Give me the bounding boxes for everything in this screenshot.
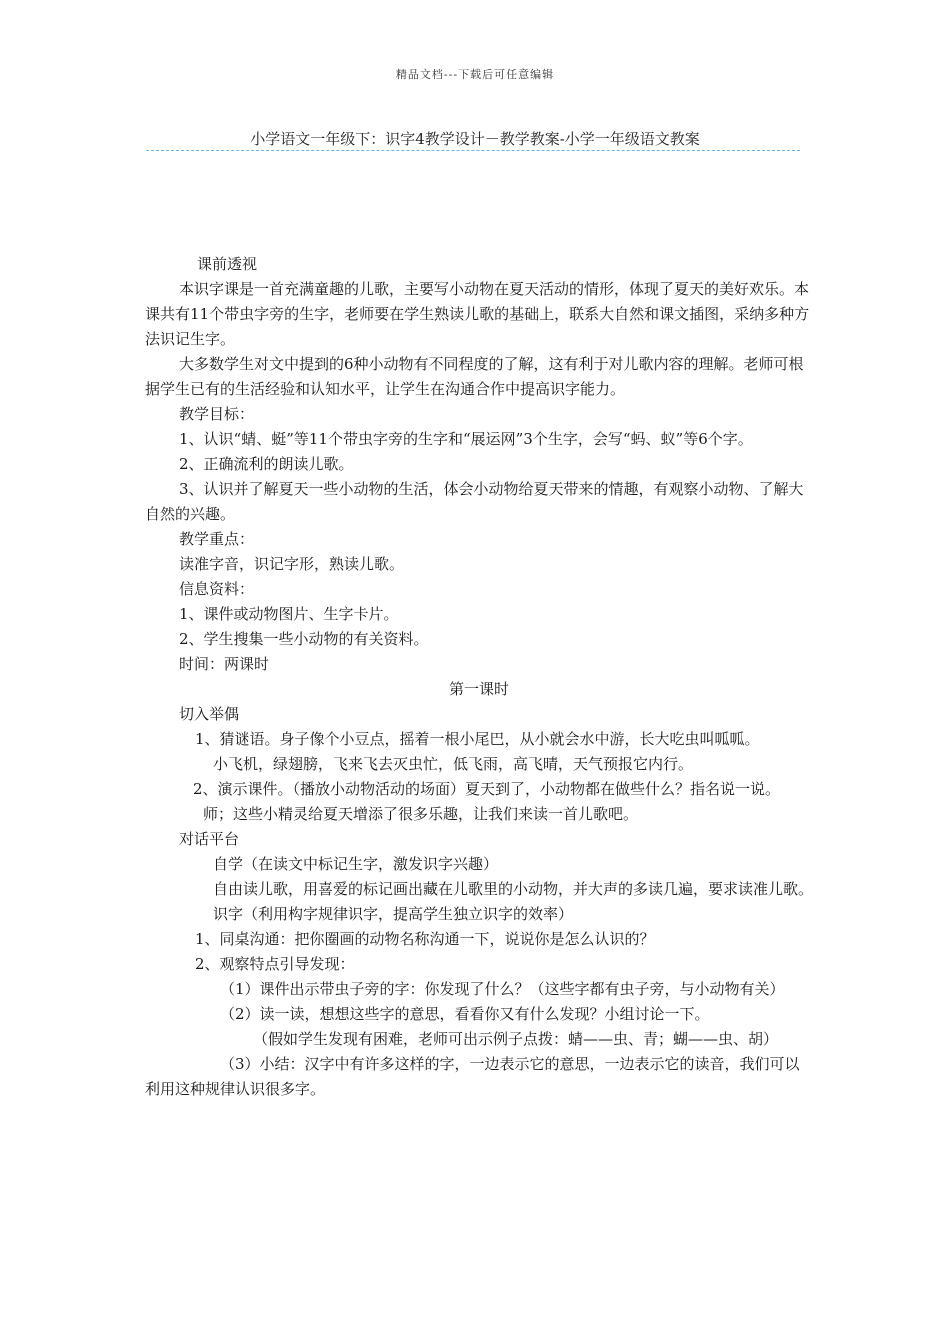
self-study: 自学（在读文中标记生字，激发识字兴趣） <box>213 855 499 873</box>
heading-key-points: 教学重点： <box>179 530 255 548</box>
teacher-remark: 师；这些小精灵给夏天增添了很多乐趣，让我们来读一首儿歌吧。 <box>203 805 639 823</box>
self-study-detail: 自由读儿歌，用喜爱的标记画出藏在儿歌里的小动物，并大声的多读几遍，要求读准儿歌。 <box>213 880 814 898</box>
objective-3: 3、认识并了解夏天一些小动物的生活，体会小动物给夏天带来的情趣，有观察小动物、了解大自然的兴趣。 <box>145 480 804 523</box>
heading-dialogue: 对话平台 <box>179 830 240 848</box>
heading-objectives: 教学目标： <box>179 405 255 423</box>
observation-summary: （3）小结：汉字中有许多这样的字，一边表示它的意思，一边表示它的读音，我们可以利用这种规律认识很多字。 <box>145 1055 800 1098</box>
section-heading-preview: 课前透视 <box>197 255 258 273</box>
riddle-1: 1、猜谜语。身子像个小豆点，摇着一根小尾巴，从小就会水中游，长大吃虫叫呱呱。 <box>195 730 760 748</box>
page-header: 精品文档---下载后可任意编辑 <box>395 68 555 81</box>
paragraph-students: 大多数学生对文中提到的6种小动物有不同程度的了解，这有利于对儿歌内容的理解。老师可根据学生已有的生活经验和认知水平，让学生在沟通合作中提高识字能力。 <box>145 355 804 398</box>
objective-1: 1、认识“蜻、蜓”等11个带虫字旁的生字和“展运网”3个生字，会写“蚂、蚁”等6个字。 <box>179 430 753 448</box>
observation-1: （1）课件出示带虫子旁的字：你发现了什么？（这些字都有虫子旁，与小动物有关） <box>220 980 785 998</box>
objective-2: 2、正确流利的朗读儿歌。 <box>179 455 354 473</box>
lesson-heading: 第一课时 <box>448 680 509 698</box>
observation-2: （2）读一读，想想这些字的意思，看看你又有什么发现？小组讨论一下。 <box>220 1005 710 1023</box>
riddle-2: 小飞机，绿翅膀，飞来飞去灭虫忙，低飞雨，高飞晴，天气预报它内行。 <box>213 755 694 773</box>
heading-intro: 切入举偶 <box>179 705 240 723</box>
literacy-step-2: 2、观察特点引导发现： <box>195 955 355 973</box>
document-title: 小学语文一年级下：识字4教学设计－教学教案-小学一年级语文教案 <box>250 130 700 148</box>
material-1: 1、课件或动物图片、生字卡片。 <box>179 605 399 623</box>
paragraph-intro: 本识字课是一首充满童趣的儿歌，主要写小动物在夏天活动的情形，体现了夏天的美好欢乐。本课共有11个带虫字旁的生字，老师要在学生熟读儿歌的基础上，联系大自然和课文插图，采纳多种方法识记生字。 <box>145 280 810 348</box>
time-allocation: 时间：两课时 <box>179 655 270 673</box>
dashed-divider <box>146 150 800 151</box>
observation-hint: （假如学生发现有困难，老师可出示例子点拨：蜻——虫、青；蝴——虫、胡） <box>253 1030 779 1048</box>
document-body <box>145 252 813 1102</box>
key-points-text: 读准字音，识记字形，熟读儿歌。 <box>179 555 405 573</box>
heading-materials: 信息资料： <box>179 580 255 598</box>
material-2: 2、学生搜集一些小动物的有关资料。 <box>179 630 429 648</box>
courseware-demo: 2、演示课件。（播放小动物活动的场面）夏天到了，小动物都在做些什么？指名说一说。 <box>193 780 781 798</box>
literacy-step-1: 1、同桌沟通：把你圈画的动物名称沟通一下，说说你是怎么认识的？ <box>195 930 655 948</box>
literacy-heading: 识字（利用构字规律识字，提高学生独立识字的效率） <box>213 905 574 923</box>
